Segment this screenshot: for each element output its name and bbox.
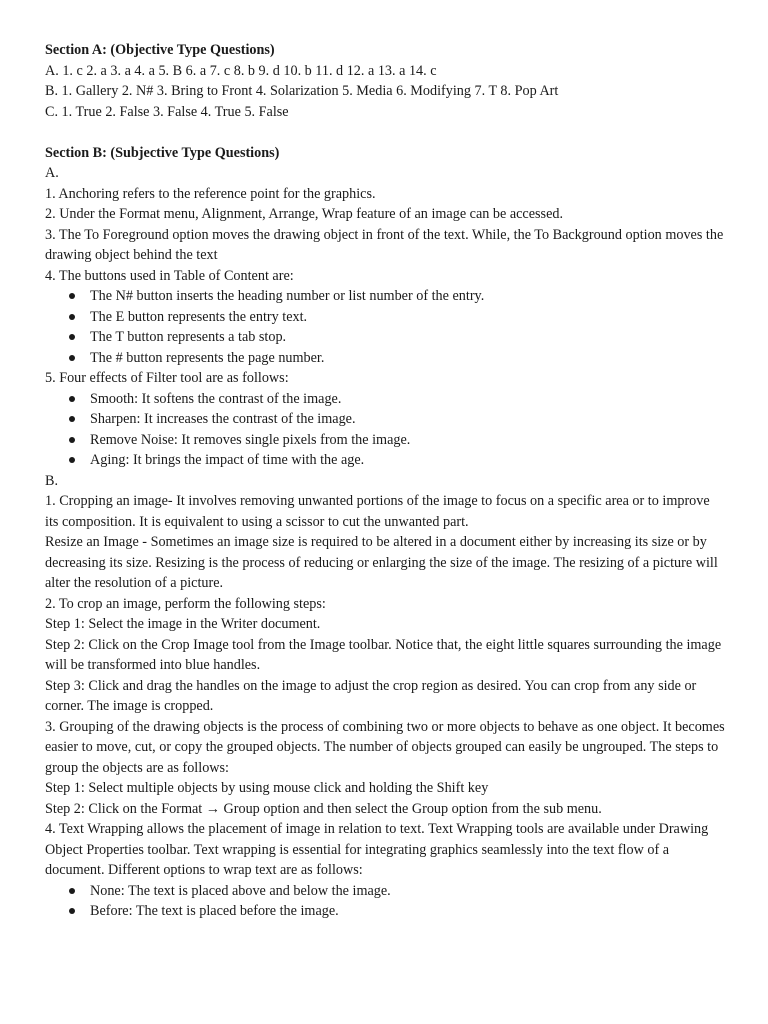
bullet-icon (69, 355, 75, 361)
part-a-label: A. (45, 165, 59, 181)
answer-b2-step3: Step 3: Click and drag the handles on the image to adjust the crop region as desired. You can crop from any side or corner. The image is cropped. (45, 677, 697, 714)
answer-a2: 2. Under the Format menu, Alignment, Arrange, Wrap feature of an image can be accessed. (45, 206, 564, 222)
section-a-answers-a: A. 1. c 2. a 3. a 4. a 5. B 6. a 7. c 8. b 9. d 10. b 11. d 12. a 13. a 14. c (45, 62, 437, 79)
bullet-icon (69, 888, 75, 894)
filter-effects-list (45, 389, 725, 471)
part-b-label: B. (45, 472, 59, 489)
answer-a5: 5. Four effects of Filter tool are as follows: (45, 370, 289, 386)
bullet-icon (69, 416, 75, 422)
list-item: None: The text is placed above and below the image. (45, 881, 725, 902)
answer-b2: 2. To crop an image, perform the following steps: (45, 595, 326, 612)
list-item: Sharpen: It increases the contrast of the image. (45, 409, 725, 430)
answer-b1-resize: Resize an Image - Sometimes an image size is required to be altered in a document either by increasing its size or by decreasing its size. Resizing is the process of reducing or enlarging the size of the image. The resizing of a picture will alter the resolution of a picture. (45, 534, 718, 591)
answer-a4: 4. The buttons used in Table of Content are: (45, 267, 294, 284)
answer-b3-step1: Step 1: Select multiple objects by using mouse click and holding the Shift key (45, 780, 489, 796)
bullet-icon (69, 457, 75, 463)
bullet-icon (69, 314, 75, 320)
answer-a3: 3. The To Foreground option moves the drawing object in front of the text. While, the To Background option moves the drawing object behind the text (45, 226, 724, 263)
list-item: The # button represents the page number. (45, 348, 725, 369)
answer-b4: 4. Text Wrapping allows the placement of image in relation to text. Text Wrapping tools are available under Drawing Object Properties toolbar. Text wrapping is essential for integrating graphics seamlessly into the text flow of a document. Different options to wrap text are as follows: (45, 821, 709, 878)
bullet-icon (69, 293, 75, 299)
bullet-icon (69, 334, 75, 340)
bullet-icon (69, 396, 75, 402)
list-item: The N# button inserts the heading number or list number of the entry. (45, 286, 725, 307)
section-a-answers-c: C. 1. True 2. False 3. False 4. True 5. False (45, 103, 289, 120)
section-a-heading: Section A: (Objective Type Questions) (45, 42, 275, 58)
toc-buttons-list (45, 286, 725, 368)
bullet-icon (69, 437, 75, 443)
section-a-answers-b: B. 1. Gallery 2. N# 3. Bring to Front 4. Solarization 5. Media 6. Modifying 7. T 8. Pop Art (45, 83, 559, 99)
answer-b1: 1. Cropping an image- It involves removing unwanted portions of the image to focus on a specific area or to improve its composition. It is equivalent to using a scissor to cut the unwanted part. (45, 493, 710, 530)
list-item: Aging: It brings the impact of time with the age. (45, 450, 725, 471)
section-b-heading: Section B: (Subjective Type Questions) (45, 144, 280, 161)
text-wrap-options-list (45, 881, 725, 922)
document-page (45, 40, 725, 922)
answer-a1: 1. Anchoring refers to the reference point for the graphics. (45, 185, 376, 202)
section-spacer (45, 122, 725, 143)
list-item: Remove Noise: It removes single pixels from the image. (45, 430, 725, 451)
list-item: Before: The text is placed before the image. (45, 901, 725, 922)
answer-b3: 3. Grouping of the drawing objects is the process of combining two or more objects to behave as one object. It becomes easier to move, cut, or copy the grouped objects. The number of objects grouped can easily be ungrouped. The steps to group the objects are as follows: (45, 718, 725, 776)
list-item: The T button represents a tab stop. (45, 327, 725, 348)
list-item: The E button represents the entry text. (45, 307, 725, 328)
bullet-icon (69, 908, 75, 914)
answer-b2-step1: Step 1: Select the image in the Writer document. (45, 616, 321, 632)
list-item: Smooth: It softens the contrast of the image. (45, 389, 725, 410)
answer-b2-step2: Step 2: Click on the Crop Image tool from the Image toolbar. Notice that, the eight little squares surrounding the image will be transformed into blue handles. (45, 636, 722, 673)
answer-b3-step2: Step 2: Click on the Format → Group option and then select the Group option from the sub menu. (45, 800, 602, 817)
